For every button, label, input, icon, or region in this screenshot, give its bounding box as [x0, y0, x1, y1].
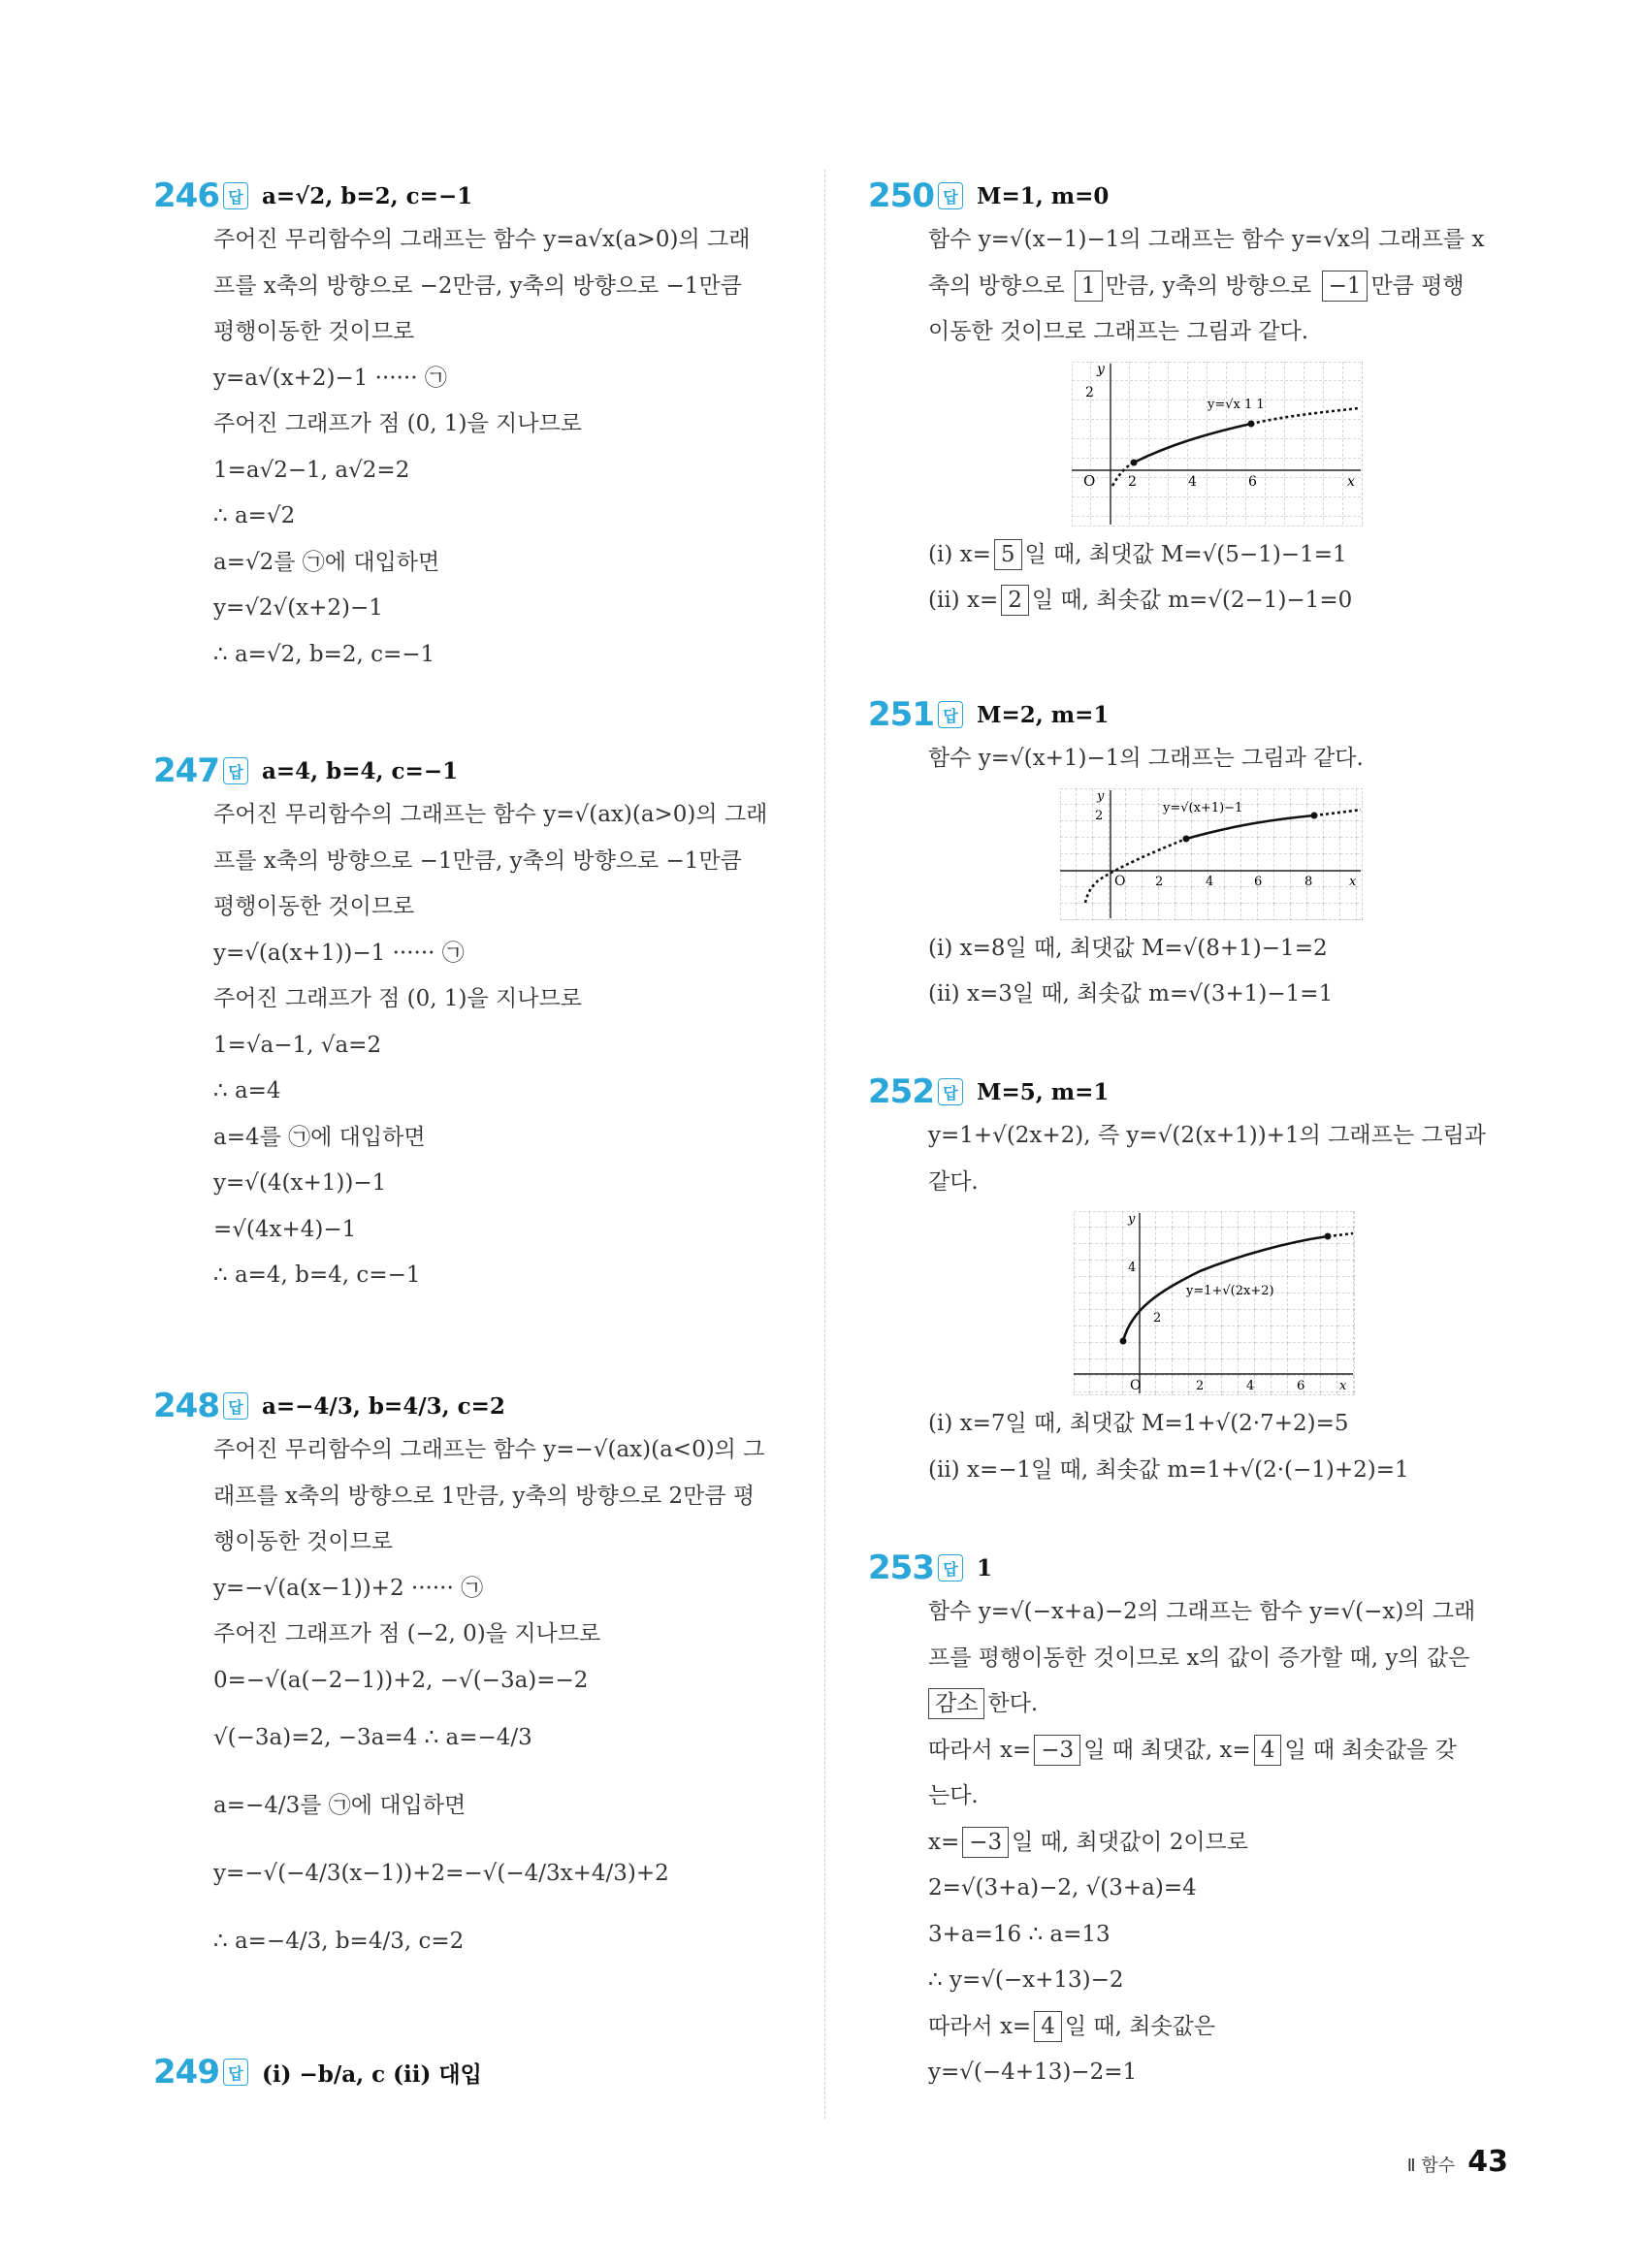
solution-line: 함수 y=√(x+1)−1의 그래프는 그림과 같다.: [928, 746, 1364, 771]
solution-line: =√(4x+4)−1: [213, 1216, 357, 1242]
graph-252: [1074, 1211, 1355, 1395]
solution-body: [213, 792, 784, 1299]
problem-number: 250: [868, 176, 934, 215]
problem-header: [868, 1070, 1508, 1113]
solution-line: 주어진 그래프가 점 (0, 1)을 지나므로: [213, 986, 582, 1011]
solution-line: √(−3a)=2, −3a=4 ∴ a=−4/3: [213, 1725, 532, 1750]
graph-251: [1060, 788, 1363, 920]
solution-line: [928, 1958, 1508, 2004]
page-footer: [1407, 2145, 1508, 2179]
solution-line: [928, 1773, 1508, 1820]
solution-line: y=√(a(x+1))−1 ······ ㉠: [213, 940, 465, 966]
column-divider: [824, 170, 825, 2119]
problem-253: [868, 1547, 1508, 2096]
solution-line: [928, 309, 1508, 356]
answer-text: 1: [976, 1554, 992, 1581]
solution-line: ∴ a=√2: [213, 503, 296, 528]
answer-text: M=5, m=1: [976, 1078, 1110, 1105]
solution-line: [928, 532, 1508, 579]
problem-header: [153, 1385, 784, 1427]
answer-box: −3: [1034, 1735, 1080, 1766]
problem-header: [153, 750, 784, 792]
x-tick: 4: [1188, 473, 1197, 490]
y-tick: 2: [1153, 1311, 1162, 1326]
answer-tag: 답: [223, 1392, 248, 1420]
solution-line: 프를 x축의 방향으로 −2만큼, y축의 방향으로 −1만큼: [213, 272, 742, 299]
x-tick: 4: [1246, 1379, 1255, 1393]
solution-line: 주어진 그래프가 점 (0, 1)을 지나므로: [213, 411, 582, 436]
solution-body: [213, 1427, 784, 1975]
x-label: x: [1349, 874, 1357, 889]
solution-line: (ⅱ) x=−1일 때, 최솟값 m=1+√(2·(−1)+2)=1: [928, 1456, 1409, 1483]
problem-251: [868, 693, 1508, 1018]
solution-line: y=√(4(x+1))−1: [213, 1170, 387, 1196]
solution-line: [928, 578, 1508, 624]
answer-box: −3: [962, 1827, 1009, 1858]
answer-box: 1: [1075, 271, 1103, 302]
solution-line: [928, 1866, 1508, 1912]
solution-line: a=−4/3를 ㉠에 대입하면: [213, 1793, 467, 1818]
x-tick: 8: [1304, 874, 1313, 889]
answer-box: 2: [1001, 585, 1029, 616]
problem-number: 252: [868, 1072, 934, 1111]
y-tick: 2: [1085, 384, 1094, 400]
graph-250: [1072, 362, 1363, 527]
answer-tag: 답: [223, 182, 248, 209]
section-label: Ⅱ 함수: [1406, 2156, 1456, 2176]
solution-line: y=√2√(x+2)−1: [213, 595, 383, 621]
problem-header: [153, 2051, 784, 2093]
text-run: 축의 방향으로: [928, 272, 1072, 299]
solution-line: [928, 1820, 1508, 1867]
problem-248: [153, 1385, 784, 1975]
problem-249: [153, 2051, 784, 2093]
answer-box: 감소: [928, 1688, 984, 1719]
text-run: 따라서 x=: [928, 1737, 1032, 1763]
text-run: 만큼, y축의 방향으로: [1105, 272, 1319, 299]
solution-line: ∴ a=4: [213, 1078, 281, 1103]
answer-box: 4: [1254, 1735, 1282, 1766]
answer-text: a=−4/3, b=4/3, c=2: [261, 1392, 505, 1420]
problem-247: [153, 750, 784, 1299]
answer-box: 4: [1034, 2011, 1062, 2042]
problem-number: 251: [868, 695, 934, 734]
x-label: x: [1347, 473, 1355, 490]
answer-text: M=1, m=0: [976, 182, 1110, 209]
problem-header: [868, 175, 1508, 217]
solution-line: 행이동한 것이므로: [213, 1529, 394, 1554]
solution-line: 주어진 무리함수의 그래프는 함수 y=√(ax)(a>0)의 그래: [213, 802, 768, 827]
x-tick: 2: [1128, 473, 1137, 490]
text-run: 함수 y=√(−x+a)−2의 그래프는 함수 y=√(−x)의 그래: [928, 1599, 1476, 1624]
text-run: ∴ y=√(−x+13)−2: [928, 1967, 1124, 1993]
problem-number: 253: [868, 1549, 934, 1587]
solution-line: 1=a√2−1, a√2=2: [213, 457, 410, 483]
solution-line: [928, 264, 1508, 310]
problem-number: 246: [153, 176, 219, 215]
solution-line: a=4를 ㉠에 대입하면: [213, 1124, 426, 1150]
y-label: y: [1097, 361, 1105, 377]
solution-line: (ⅰ) x=7일 때, 최댓값 M=1+√(2·7+2)=5: [928, 1411, 1349, 1436]
solution-line: [928, 1681, 1508, 1728]
solution-line: [928, 1589, 1508, 1636]
solution-line: y=a√(x+2)−1 ······ ㉠: [213, 365, 447, 391]
problem-header: [868, 1547, 1508, 1589]
problem-number: 247: [153, 751, 219, 790]
answer-tag: 답: [223, 2059, 248, 2086]
text-run: 함수 y=√(x−1)−1의 그래프는 함수 y=√x의 그래프를 x: [928, 227, 1485, 252]
y-label: y: [1128, 1212, 1136, 1227]
solution-line: ∴ a=−4/3, b=4/3, c=2: [213, 1929, 465, 1954]
text-run: x=: [928, 1829, 960, 1855]
answer-text: a=√2, b=2, c=−1: [261, 182, 473, 209]
answer-text: (ⅰ) −b/a, c (ⅱ) 대입: [261, 2060, 482, 2088]
curve-label: y=1+√(2x+2): [1186, 1284, 1274, 1298]
solution-line: y=−√(a(x−1))+2 ······ ㉠: [213, 1575, 484, 1601]
x-tick: 6: [1254, 874, 1263, 889]
solution-line: [928, 2004, 1508, 2051]
solution-line: ∴ a=√2, b=2, c=−1: [213, 641, 435, 667]
x-tick: 6: [1297, 1379, 1305, 1393]
text-run: y=√(−4+13)−2=1: [928, 2060, 1138, 2085]
point-min: [1183, 835, 1190, 842]
solution-line: 0=−√(a(−2−1))+2, −√(−3a)=−2: [213, 1667, 589, 1693]
solution-line: [928, 217, 1508, 264]
curve-label: y=√(x+1)−1: [1163, 800, 1243, 815]
solution-line: a=√2를 ㉠에 대입하면: [213, 549, 440, 575]
answer-tag: 답: [938, 1078, 963, 1105]
solution-line: [928, 1912, 1508, 1959]
solution-line: [928, 1636, 1508, 1682]
text-run: 일 때, 최솟값 m=√(2−1)−1=0: [1031, 588, 1353, 613]
point-min: [1131, 459, 1138, 465]
text-run: 일 때, 최솟값은: [1064, 2013, 1216, 2039]
solution-line: (ⅱ) x=3일 때, 최솟값 m=√(3+1)−1=1: [928, 981, 1334, 1006]
solution-line: 같다.: [928, 1168, 979, 1195]
solution-body: [928, 1589, 1508, 2096]
solution-line: 프를 x축의 방향으로 −1만큼, y축의 방향으로 −1만큼: [213, 847, 742, 874]
solution-line: 래프를 x축의 방향으로 1만큼, y축의 방향으로 2만큼 평: [213, 1483, 756, 1509]
problem-number: 248: [153, 1387, 219, 1425]
answer-tag: 답: [223, 757, 248, 784]
origin-label: O: [1114, 873, 1126, 889]
origin-label: O: [1083, 471, 1096, 490]
text-run: (ⅱ) x=: [928, 588, 999, 613]
answer-box: 5: [994, 539, 1022, 570]
text-run: 프를 평행이동한 것이므로 x의 값이 증가할 때, y의 값은: [928, 1645, 1470, 1671]
solution-body: [928, 736, 1508, 1018]
solution-line: y=1+√(2x+2), 즉 y=√(2(x+1))+1의 그래프는 그림과: [928, 1123, 1487, 1148]
page-number: 43: [1467, 2145, 1508, 2179]
solution-line: y=−√(−4/3(x−1))+2=−√(−4/3x+4/3)+2: [213, 1861, 669, 1886]
text-run: 한다.: [987, 1691, 1039, 1716]
x-tick: 2: [1155, 874, 1164, 889]
text-run: 일 때, 최댓값이 2이므로: [1012, 1829, 1248, 1855]
origin-label: O: [1130, 1378, 1142, 1393]
text-run: 일 때 최솟값을 갖: [1284, 1737, 1457, 1763]
problem-250: [868, 175, 1508, 624]
y-label: y: [1097, 788, 1105, 804]
solution-line: (ⅰ) x=8일 때, 최댓값 M=√(8+1)−1=2: [928, 935, 1328, 961]
y-tick: 2: [1095, 808, 1104, 823]
answer-tag: 답: [938, 1554, 963, 1581]
problem-header: [153, 175, 784, 217]
text-run: 따라서 x=: [928, 2013, 1032, 2039]
solution-body: [213, 217, 784, 678]
answer-tag: 답: [938, 701, 963, 728]
text-run: 3+a=16 ∴ a=13: [928, 1921, 1111, 1947]
solution-line: ∴ a=4, b=4, c=−1: [213, 1262, 421, 1288]
text-run: 는다.: [928, 1783, 979, 1808]
point-max: [1325, 1233, 1332, 1240]
solution-line: 평행이동한 것이므로: [213, 319, 415, 344]
answer-text: M=2, m=1: [976, 701, 1110, 728]
solution-line: [928, 1728, 1508, 1774]
answer-box: −1: [1322, 271, 1368, 302]
solution-line: 평행이동한 것이므로: [213, 894, 415, 919]
point-max: [1311, 812, 1318, 818]
problem-246: [153, 175, 784, 678]
solution-line: [928, 2050, 1508, 2096]
point-min: [1120, 1338, 1127, 1345]
answer-tag: 답: [938, 182, 963, 209]
curve-label: y=√x 1 1: [1207, 397, 1265, 412]
text-run: 2=√(3+a)−2, √(3+a)=4: [928, 1875, 1197, 1901]
text-run: (ⅰ) x=: [928, 541, 991, 567]
x-tick: 6: [1248, 473, 1257, 490]
text-run: 만큼 평행: [1370, 272, 1465, 299]
problem-number: 249: [153, 2053, 219, 2092]
text-run: 일 때, 최댓값 M=√(5−1)−1=1: [1024, 541, 1347, 567]
solution-body: [928, 1113, 1508, 1493]
problem-252: [868, 1070, 1508, 1493]
text-run: 이동한 것이므로 그래프는 그림과 같다.: [928, 319, 1309, 344]
point-max: [1248, 420, 1255, 427]
y-tick: 4: [1128, 1261, 1137, 1275]
x-label: x: [1339, 1379, 1347, 1393]
problem-header: [868, 693, 1508, 736]
solution-line: 주어진 무리함수의 그래프는 함수 y=−√(ax)(a<0)의 그: [213, 1437, 765, 1462]
text-run: 일 때 최댓값, x=: [1083, 1737, 1251, 1763]
x-tick: 4: [1206, 874, 1214, 889]
answer-text: a=4, b=4, c=−1: [261, 757, 459, 784]
solution-line: 1=√a−1, √a=2: [213, 1032, 382, 1058]
x-tick: 2: [1196, 1379, 1205, 1393]
solution-line: 주어진 무리함수의 그래프는 함수 y=a√x(a>0)의 그래: [213, 227, 751, 252]
solution-line: 주어진 그래프가 점 (−2, 0)을 지나므로: [213, 1621, 601, 1646]
solution-body: [928, 217, 1508, 624]
